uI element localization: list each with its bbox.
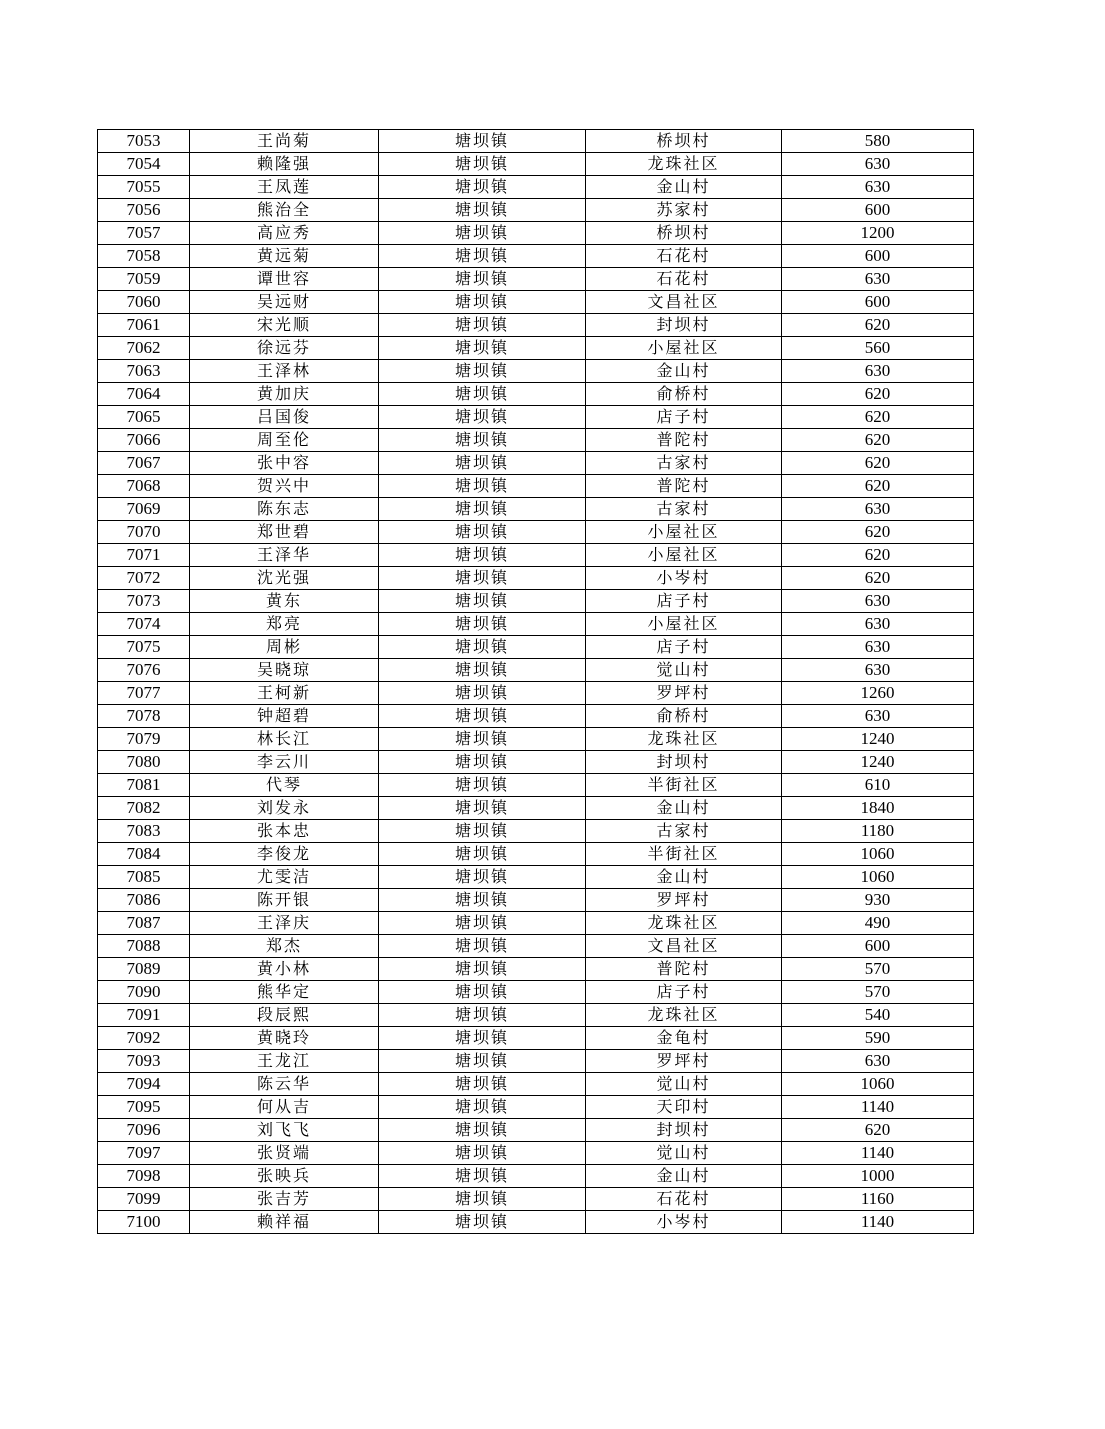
town-cell: 塘坝镇 — [379, 1211, 586, 1234]
table-row — [98, 958, 974, 981]
name-cell: 段辰熙 — [190, 1004, 379, 1027]
town-cell: 塘坝镇 — [379, 176, 586, 199]
name-cell: 赖祥福 — [190, 1211, 379, 1234]
table-row — [98, 1211, 974, 1234]
table-row — [98, 613, 974, 636]
row-number-cell: 7078 — [98, 705, 190, 728]
table-row — [98, 1119, 974, 1142]
village-cell: 觉山村 — [586, 659, 782, 682]
table-row — [98, 544, 974, 567]
row-number-cell: 7096 — [98, 1119, 190, 1142]
village-cell: 罗坪村 — [586, 1050, 782, 1073]
village-cell: 桥坝村 — [586, 130, 782, 153]
amount-cell: 1060 — [782, 843, 974, 866]
row-number-cell: 7062 — [98, 337, 190, 360]
village-cell: 店子村 — [586, 636, 782, 659]
amount-cell: 1160 — [782, 1188, 974, 1211]
amount-cell: 630 — [782, 659, 974, 682]
name-cell: 王泽庆 — [190, 912, 379, 935]
row-number-cell: 7070 — [98, 521, 190, 544]
table-row — [98, 567, 974, 590]
town-cell: 塘坝镇 — [379, 981, 586, 1004]
table-row — [98, 314, 974, 337]
amount-cell: 630 — [782, 1050, 974, 1073]
amount-cell: 1200 — [782, 222, 974, 245]
table-row — [98, 590, 974, 613]
name-cell: 陈云华 — [190, 1073, 379, 1096]
table-row — [98, 889, 974, 912]
amount-cell: 600 — [782, 291, 974, 314]
name-cell: 王柯新 — [190, 682, 379, 705]
town-cell: 塘坝镇 — [379, 912, 586, 935]
village-cell: 石花村 — [586, 268, 782, 291]
row-number-cell: 7095 — [98, 1096, 190, 1119]
town-cell: 塘坝镇 — [379, 843, 586, 866]
name-cell: 王泽林 — [190, 360, 379, 383]
amount-cell: 620 — [782, 567, 974, 590]
row-number-cell: 7091 — [98, 1004, 190, 1027]
village-cell: 桥坝村 — [586, 222, 782, 245]
town-cell: 塘坝镇 — [379, 1142, 586, 1165]
amount-cell: 490 — [782, 912, 974, 935]
table-row — [98, 521, 974, 544]
table-row — [98, 1165, 974, 1188]
amount-cell: 630 — [782, 360, 974, 383]
amount-cell: 590 — [782, 1027, 974, 1050]
name-cell: 吴晓琼 — [190, 659, 379, 682]
village-cell: 古家村 — [586, 820, 782, 843]
village-cell: 龙珠社区 — [586, 153, 782, 176]
row-number-cell: 7081 — [98, 774, 190, 797]
amount-cell: 620 — [782, 475, 974, 498]
table-row — [98, 843, 974, 866]
name-cell: 张本忠 — [190, 820, 379, 843]
name-cell: 钟超碧 — [190, 705, 379, 728]
table-row — [98, 1188, 974, 1211]
village-cell: 金龟村 — [586, 1027, 782, 1050]
row-number-cell: 7086 — [98, 889, 190, 912]
amount-cell: 620 — [782, 314, 974, 337]
village-cell: 文昌社区 — [586, 291, 782, 314]
name-cell: 周至伦 — [190, 429, 379, 452]
table-row — [98, 406, 974, 429]
town-cell: 塘坝镇 — [379, 1165, 586, 1188]
row-number-cell: 7059 — [98, 268, 190, 291]
amount-cell: 560 — [782, 337, 974, 360]
row-number-cell: 7069 — [98, 498, 190, 521]
row-number-cell: 7094 — [98, 1073, 190, 1096]
row-number-cell: 7068 — [98, 475, 190, 498]
row-number-cell: 7082 — [98, 797, 190, 820]
name-cell: 郑亮 — [190, 613, 379, 636]
amount-cell: 600 — [782, 245, 974, 268]
amount-cell: 620 — [782, 452, 974, 475]
table-row — [98, 797, 974, 820]
amount-cell: 610 — [782, 774, 974, 797]
row-number-cell: 7085 — [98, 866, 190, 889]
name-cell: 李俊龙 — [190, 843, 379, 866]
row-number-cell: 7058 — [98, 245, 190, 268]
village-cell: 普陀村 — [586, 429, 782, 452]
name-cell: 张吉芳 — [190, 1188, 379, 1211]
row-number-cell: 7083 — [98, 820, 190, 843]
amount-cell: 1240 — [782, 728, 974, 751]
name-cell: 代琴 — [190, 774, 379, 797]
name-cell: 何从吉 — [190, 1096, 379, 1119]
village-cell: 俞桥村 — [586, 383, 782, 406]
amount-cell: 630 — [782, 590, 974, 613]
village-cell: 金山村 — [586, 1165, 782, 1188]
town-cell: 塘坝镇 — [379, 498, 586, 521]
name-cell: 吕国俊 — [190, 406, 379, 429]
amount-cell: 620 — [782, 1119, 974, 1142]
row-number-cell: 7079 — [98, 728, 190, 751]
amount-cell: 1840 — [782, 797, 974, 820]
town-cell: 塘坝镇 — [379, 383, 586, 406]
table-row — [98, 360, 974, 383]
row-number-cell: 7063 — [98, 360, 190, 383]
amount-cell: 1140 — [782, 1211, 974, 1234]
town-cell: 塘坝镇 — [379, 567, 586, 590]
row-number-cell: 7077 — [98, 682, 190, 705]
table-row — [98, 383, 974, 406]
town-cell: 塘坝镇 — [379, 199, 586, 222]
town-cell: 塘坝镇 — [379, 797, 586, 820]
amount-cell: 1060 — [782, 1073, 974, 1096]
table-row — [98, 291, 974, 314]
village-cell: 石花村 — [586, 245, 782, 268]
row-number-cell: 7098 — [98, 1165, 190, 1188]
town-cell: 塘坝镇 — [379, 728, 586, 751]
village-cell: 金山村 — [586, 866, 782, 889]
table-row — [98, 1073, 974, 1096]
table-row — [98, 866, 974, 889]
name-cell: 黄东 — [190, 590, 379, 613]
table-row — [98, 820, 974, 843]
village-cell: 小屋社区 — [586, 544, 782, 567]
row-number-cell: 7100 — [98, 1211, 190, 1234]
name-cell: 赖隆强 — [190, 153, 379, 176]
amount-cell: 630 — [782, 613, 974, 636]
table-row — [98, 429, 974, 452]
row-number-cell: 7064 — [98, 383, 190, 406]
name-cell: 陈东志 — [190, 498, 379, 521]
name-cell: 尤雯洁 — [190, 866, 379, 889]
village-cell: 半街社区 — [586, 774, 782, 797]
name-cell: 高应秀 — [190, 222, 379, 245]
row-number-cell: 7071 — [98, 544, 190, 567]
village-cell: 天印村 — [586, 1096, 782, 1119]
town-cell: 塘坝镇 — [379, 659, 586, 682]
amount-cell: 1240 — [782, 751, 974, 774]
amount-cell: 630 — [782, 705, 974, 728]
row-number-cell: 7084 — [98, 843, 190, 866]
amount-cell: 630 — [782, 268, 974, 291]
table-row — [98, 452, 974, 475]
village-cell: 罗坪村 — [586, 682, 782, 705]
town-cell: 塘坝镇 — [379, 613, 586, 636]
row-number-cell: 7061 — [98, 314, 190, 337]
table-row — [98, 728, 974, 751]
village-cell: 普陀村 — [586, 958, 782, 981]
village-cell: 古家村 — [586, 498, 782, 521]
village-cell: 半街社区 — [586, 843, 782, 866]
name-cell: 黄小林 — [190, 958, 379, 981]
table-row — [98, 1004, 974, 1027]
row-number-cell: 7087 — [98, 912, 190, 935]
row-number-cell: 7089 — [98, 958, 190, 981]
town-cell: 塘坝镇 — [379, 636, 586, 659]
town-cell: 塘坝镇 — [379, 245, 586, 268]
name-cell: 熊治全 — [190, 199, 379, 222]
town-cell: 塘坝镇 — [379, 751, 586, 774]
row-number-cell: 7076 — [98, 659, 190, 682]
village-cell: 小岑村 — [586, 1211, 782, 1234]
town-cell: 塘坝镇 — [379, 889, 586, 912]
town-cell: 塘坝镇 — [379, 452, 586, 475]
data-table — [97, 129, 974, 1234]
table-row — [98, 153, 974, 176]
name-cell: 黄远菊 — [190, 245, 379, 268]
table-row — [98, 1096, 974, 1119]
row-number-cell: 7093 — [98, 1050, 190, 1073]
table-row — [98, 475, 974, 498]
name-cell: 刘发永 — [190, 797, 379, 820]
town-cell: 塘坝镇 — [379, 406, 586, 429]
town-cell: 塘坝镇 — [379, 705, 586, 728]
town-cell: 塘坝镇 — [379, 1004, 586, 1027]
table-row — [98, 498, 974, 521]
town-cell: 塘坝镇 — [379, 222, 586, 245]
row-number-cell: 7067 — [98, 452, 190, 475]
town-cell: 塘坝镇 — [379, 958, 586, 981]
name-cell: 贺兴中 — [190, 475, 379, 498]
village-cell: 金山村 — [586, 360, 782, 383]
town-cell: 塘坝镇 — [379, 153, 586, 176]
name-cell: 张贤端 — [190, 1142, 379, 1165]
name-cell: 熊华定 — [190, 981, 379, 1004]
town-cell: 塘坝镇 — [379, 429, 586, 452]
amount-cell: 620 — [782, 429, 974, 452]
amount-cell: 1180 — [782, 820, 974, 843]
village-cell: 龙珠社区 — [586, 1004, 782, 1027]
table-body — [98, 130, 974, 1234]
town-cell: 塘坝镇 — [379, 1050, 586, 1073]
town-cell: 塘坝镇 — [379, 130, 586, 153]
town-cell: 塘坝镇 — [379, 682, 586, 705]
row-number-cell: 7056 — [98, 199, 190, 222]
village-cell: 罗坪村 — [586, 889, 782, 912]
amount-cell: 1060 — [782, 866, 974, 889]
amount-cell: 1000 — [782, 1165, 974, 1188]
village-cell: 金山村 — [586, 176, 782, 199]
row-number-cell: 7097 — [98, 1142, 190, 1165]
village-cell: 小屋社区 — [586, 337, 782, 360]
town-cell: 塘坝镇 — [379, 475, 586, 498]
table-row — [98, 130, 974, 153]
amount-cell: 580 — [782, 130, 974, 153]
village-cell: 封坝村 — [586, 751, 782, 774]
row-number-cell: 7074 — [98, 613, 190, 636]
name-cell: 张映兵 — [190, 1165, 379, 1188]
village-cell: 石花村 — [586, 1188, 782, 1211]
village-cell: 普陀村 — [586, 475, 782, 498]
amount-cell: 630 — [782, 153, 974, 176]
amount-cell: 620 — [782, 521, 974, 544]
name-cell: 黄晓玲 — [190, 1027, 379, 1050]
amount-cell: 1140 — [782, 1142, 974, 1165]
amount-cell: 620 — [782, 383, 974, 406]
table-row — [98, 659, 974, 682]
name-cell: 沈光强 — [190, 567, 379, 590]
amount-cell: 620 — [782, 544, 974, 567]
village-cell: 俞桥村 — [586, 705, 782, 728]
table-row — [98, 1050, 974, 1073]
table-row — [98, 337, 974, 360]
amount-cell: 540 — [782, 1004, 974, 1027]
row-number-cell: 7066 — [98, 429, 190, 452]
row-number-cell: 7065 — [98, 406, 190, 429]
village-cell: 小屋社区 — [586, 613, 782, 636]
town-cell: 塘坝镇 — [379, 1188, 586, 1211]
town-cell: 塘坝镇 — [379, 1027, 586, 1050]
row-number-cell: 7060 — [98, 291, 190, 314]
table-row — [98, 682, 974, 705]
village-cell: 小屋社区 — [586, 521, 782, 544]
amount-cell: 630 — [782, 636, 974, 659]
amount-cell: 570 — [782, 981, 974, 1004]
village-cell: 封坝村 — [586, 1119, 782, 1142]
name-cell: 谭世容 — [190, 268, 379, 291]
village-cell: 金山村 — [586, 797, 782, 820]
table-row — [98, 636, 974, 659]
amount-cell: 1140 — [782, 1096, 974, 1119]
amount-cell: 630 — [782, 176, 974, 199]
amount-cell: 620 — [782, 406, 974, 429]
table-row — [98, 751, 974, 774]
village-cell: 龙珠社区 — [586, 728, 782, 751]
town-cell: 塘坝镇 — [379, 360, 586, 383]
amount-cell: 930 — [782, 889, 974, 912]
village-cell: 封坝村 — [586, 314, 782, 337]
name-cell: 黄加庆 — [190, 383, 379, 406]
table-row — [98, 268, 974, 291]
village-cell: 苏家村 — [586, 199, 782, 222]
row-number-cell: 7092 — [98, 1027, 190, 1050]
town-cell: 塘坝镇 — [379, 1096, 586, 1119]
name-cell: 陈开银 — [190, 889, 379, 912]
name-cell: 徐远芬 — [190, 337, 379, 360]
town-cell: 塘坝镇 — [379, 291, 586, 314]
name-cell: 王龙江 — [190, 1050, 379, 1073]
town-cell: 塘坝镇 — [379, 314, 586, 337]
name-cell: 周彬 — [190, 636, 379, 659]
name-cell: 王尚菊 — [190, 130, 379, 153]
row-number-cell: 7072 — [98, 567, 190, 590]
village-cell: 店子村 — [586, 406, 782, 429]
town-cell: 塘坝镇 — [379, 866, 586, 889]
town-cell: 塘坝镇 — [379, 268, 586, 291]
table-row — [98, 245, 974, 268]
town-cell: 塘坝镇 — [379, 935, 586, 958]
table-row — [98, 912, 974, 935]
village-cell: 觉山村 — [586, 1073, 782, 1096]
village-cell: 古家村 — [586, 452, 782, 475]
row-number-cell: 7054 — [98, 153, 190, 176]
name-cell: 王凤莲 — [190, 176, 379, 199]
amount-cell: 600 — [782, 199, 974, 222]
town-cell: 塘坝镇 — [379, 590, 586, 613]
town-cell: 塘坝镇 — [379, 1119, 586, 1142]
village-cell: 文昌社区 — [586, 935, 782, 958]
village-cell: 觉山村 — [586, 1142, 782, 1165]
name-cell: 王泽华 — [190, 544, 379, 567]
village-cell: 龙珠社区 — [586, 912, 782, 935]
row-number-cell: 7099 — [98, 1188, 190, 1211]
table-row — [98, 935, 974, 958]
table-row — [98, 981, 974, 1004]
village-cell: 店子村 — [586, 590, 782, 613]
name-cell: 郑世碧 — [190, 521, 379, 544]
row-number-cell: 7073 — [98, 590, 190, 613]
name-cell: 张中容 — [190, 452, 379, 475]
town-cell: 塘坝镇 — [379, 1073, 586, 1096]
town-cell: 塘坝镇 — [379, 774, 586, 797]
table-row — [98, 774, 974, 797]
name-cell: 郑杰 — [190, 935, 379, 958]
amount-cell: 630 — [782, 498, 974, 521]
row-number-cell: 7088 — [98, 935, 190, 958]
town-cell: 塘坝镇 — [379, 521, 586, 544]
amount-cell: 570 — [782, 958, 974, 981]
town-cell: 塘坝镇 — [379, 820, 586, 843]
town-cell: 塘坝镇 — [379, 337, 586, 360]
name-cell: 宋光顺 — [190, 314, 379, 337]
village-cell: 店子村 — [586, 981, 782, 1004]
row-number-cell: 7090 — [98, 981, 190, 1004]
row-number-cell: 7075 — [98, 636, 190, 659]
table-row — [98, 222, 974, 245]
name-cell: 刘飞飞 — [190, 1119, 379, 1142]
name-cell: 林长江 — [190, 728, 379, 751]
row-number-cell: 7053 — [98, 130, 190, 153]
name-cell: 李云川 — [190, 751, 379, 774]
table-row — [98, 199, 974, 222]
row-number-cell: 7080 — [98, 751, 190, 774]
row-number-cell: 7057 — [98, 222, 190, 245]
town-cell: 塘坝镇 — [379, 544, 586, 567]
village-cell: 小岑村 — [586, 567, 782, 590]
name-cell: 吴远财 — [190, 291, 379, 314]
table-row — [98, 1027, 974, 1050]
table-row — [98, 176, 974, 199]
amount-cell: 1260 — [782, 682, 974, 705]
table-row — [98, 1142, 974, 1165]
table-row — [98, 705, 974, 728]
row-number-cell: 7055 — [98, 176, 190, 199]
amount-cell: 600 — [782, 935, 974, 958]
